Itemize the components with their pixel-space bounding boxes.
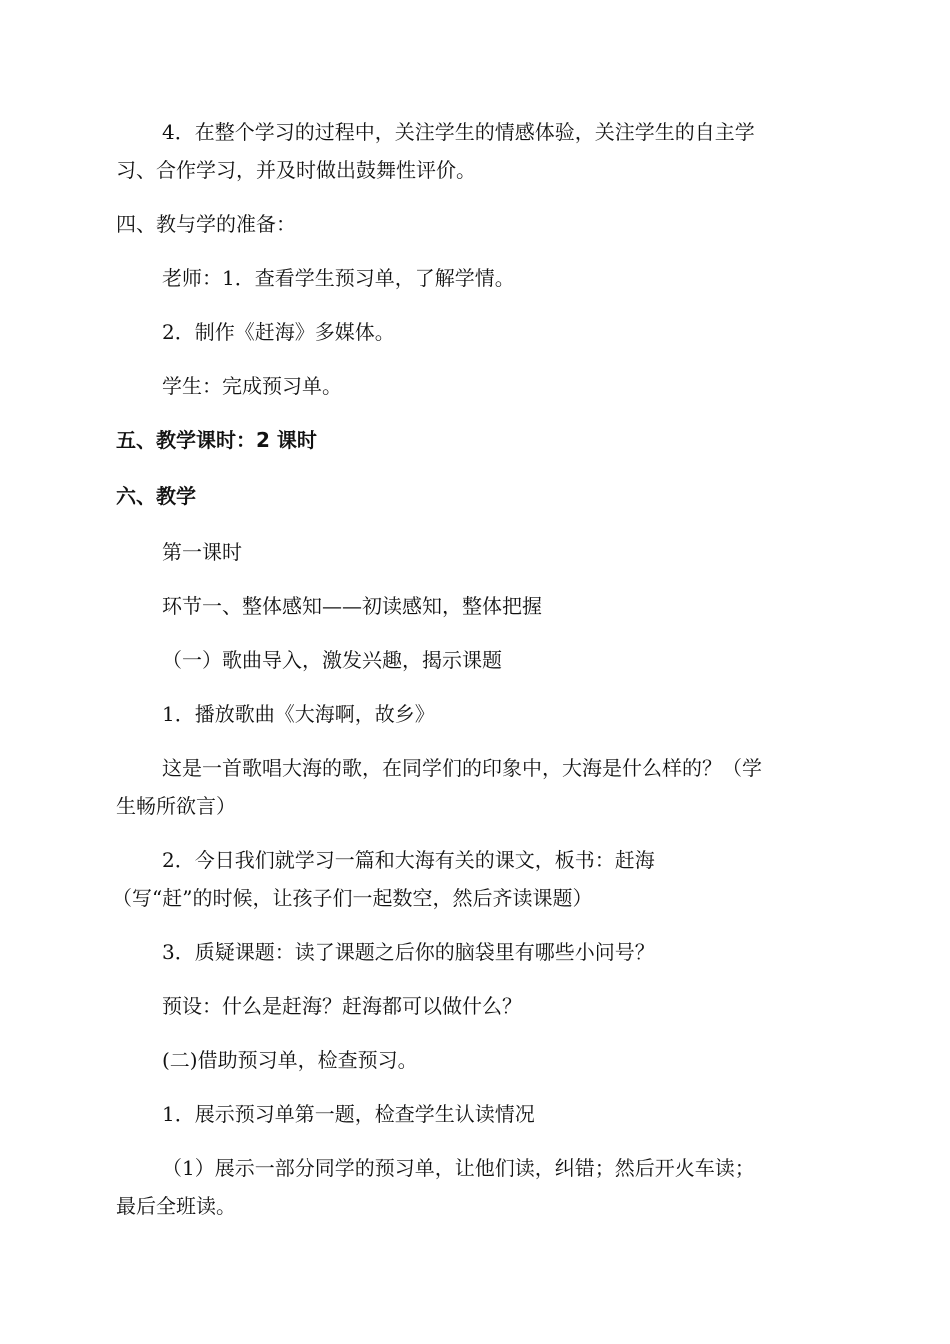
list-item: 3．质疑课题：读了课题之后你的脑袋里有哪些小问号？ [162,940,655,964]
paragraph-line: 这是一首歌唱大海的歌，在同学们的印象中，大海是什么样的？（学 [162,756,762,780]
paragraph-line: （1）展示一部分同学的预习单，让他们读，纠错；然后开火车读； [162,1156,755,1180]
list-item: 2．今日我们就学习一篇和大海有关的课文，板书：赶海 [162,848,655,872]
section-heading: 五、教学课时：2 课时 [116,428,317,452]
subsection-title: （一）歌曲导入，激发兴趣，揭示课题 [162,648,502,672]
section-heading: 六、教学 [116,484,196,508]
paragraph-line: 学生：完成预习单。 [162,374,342,398]
paragraph-line: 预设：什么是赶海？赶海都可以做什么？ [162,994,522,1018]
subsection-title: (二)借助预习单，检查预习。 [162,1048,418,1072]
paragraph-line: 生畅所欲言） [116,794,236,818]
list-item: 1．播放歌曲《大海啊，故乡》 [162,702,435,726]
section-heading: 四、教与学的准备： [116,212,296,236]
paragraph-line: 习、合作学习，并及时做出鼓舞性评价。 [116,158,476,182]
lesson-label: 第一课时 [162,540,242,564]
step-title: 环节一、整体感知——初读感知，整体把握 [162,594,542,618]
paragraph-line: 4．在整个学习的过程中，关注学生的情感体验，关注学生的自主学 [162,120,755,144]
list-item: 1．展示预习单第一题，检查学生认读情况 [162,1102,535,1126]
paragraph-line: 最后全班读。 [116,1194,236,1218]
paragraph-line: 老师：1．查看学生预习单，了解学情。 [162,266,515,290]
paragraph-line: 2．制作《赶海》多媒体。 [162,320,395,344]
paragraph-line: （写“赶”的时候，让孩子们一起数空，然后齐读课题） [112,886,593,910]
